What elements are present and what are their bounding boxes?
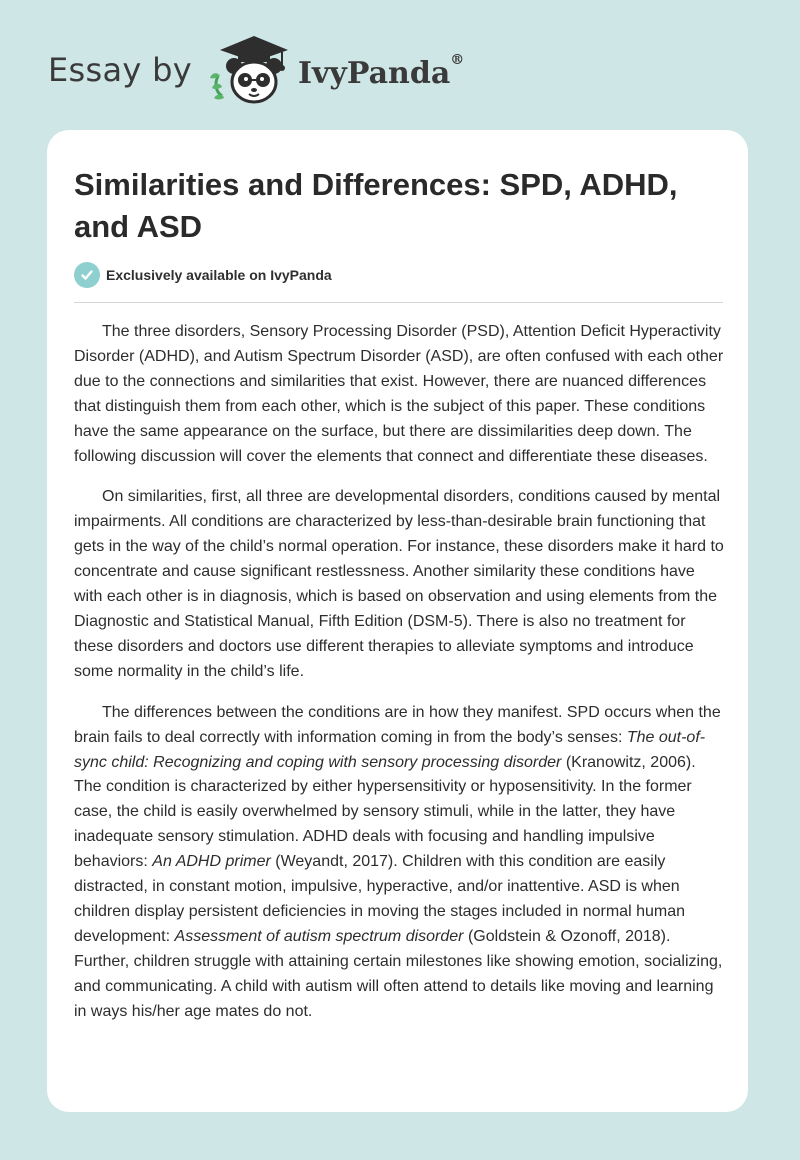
citation-title: Assessment of autism spectrum disorder <box>174 927 464 945</box>
divider <box>74 302 723 303</box>
paragraph-3-text: (Goldstein & Ozonoff, 2018). Further, children struggle with attaining certain milestones like showing emotion, socializing, and communicating. A child with autism will often attend to details like moving and learning in ways his/her age mates do not. <box>74 927 723 1020</box>
paragraph-3-text: (Weyandt, 2017). Children with this condition are easily distracted, in constant motion, impulsive, hyperactive, and/or inattentive. ASD is when children display persistent deficiencies in moving the stages included in normal human development: <box>74 853 685 945</box>
citation-title: The out-of-sync child: Recognizing and coping with sensory processing disorder <box>74 728 706 771</box>
site-header <box>48 30 464 110</box>
paragraph-3 <box>74 701 726 1025</box>
exclusive-badge <box>74 262 332 288</box>
paragraph-3-text: (Kranowitz, 2006). The condition is characterized by either hypersensitivity or hyposensitivity. In the former case, the child is easily overwhelmed by sensory stimuli, while in the latter, they have inadequate sensory stimulation. ADHD deals with focusing and handling impulsive behaviors: <box>74 753 696 871</box>
page-title: Similarities and Differences: SPD, ADHD, and ASD <box>74 167 678 244</box>
paragraph-1: The three disorders, Sensory Processing Disorder (PSD), Attention Deficit Hyperactivity Disorder (ADHD), and Autism Spectrum Disorder (ASD), are often confused with each other due to the connections and similarities that exist. However, there are nuanced differences that distinguish them from each other, which is the subject of this paper. These conditions have the same appearance on the surface, but there are dissimilarities deep down. The following discussion will cover the elements that connect and differentiate these diseases. <box>74 323 724 465</box>
brand-name[interactable]: IvyPanda® <box>297 51 465 91</box>
paragraph-2: On similarities, first, all three are developmental disorders, conditions caused by mental impairments. All conditions are characterized by less-than-desirable brain functioning that gets in the way of the child’s normal operation. For instance, these disorders make it hard to concentrate and cause significant restlessness. Another similarity these conditions have with each other is in diagnosis, which is based on observation and using elements from the Diagnostic and Statistical Manual, Fifth Edition (DSM-5). There is also no treatment for these disorders and doctors use different therapies to alleviate symptoms and introduce some normality in the child’s life. <box>74 488 724 680</box>
citation-title: An ADHD primer <box>152 853 271 871</box>
essay-body <box>74 320 726 1040</box>
exclusive-badge-label: Exclusively available on IvyPanda <box>106 267 332 283</box>
paragraph-3-text: The differences between the conditions are in how they manifest. SPD occurs when the brain fails to deal correctly with information coming in from the body’s senses: <box>74 703 721 746</box>
panda-logo-icon[interactable] <box>204 30 296 110</box>
essay-by-label: Essay by <box>48 51 192 89</box>
essay-card <box>47 130 748 1112</box>
check-icon <box>74 262 100 288</box>
